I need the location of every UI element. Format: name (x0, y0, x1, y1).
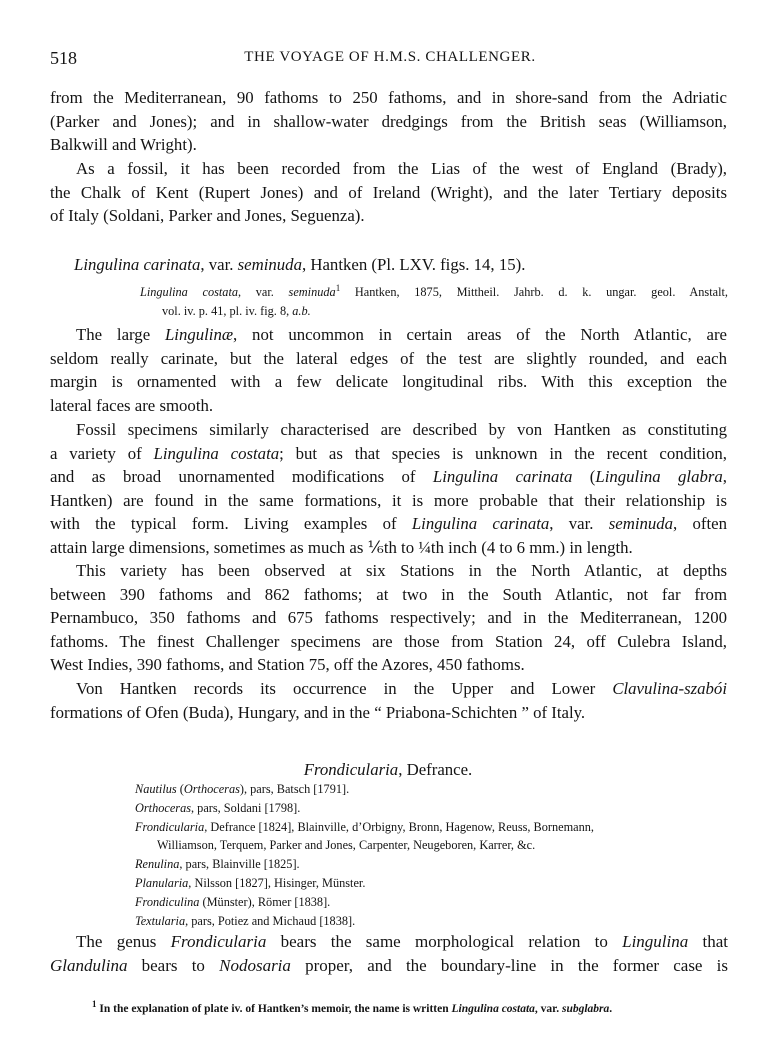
paragraph-stations (50, 559, 727, 677)
paragraph-fossil-specimens (50, 418, 727, 560)
text-line: fathoms. The finest Challenger specimens are those from Station 24, off Culebra Island, (50, 631, 727, 651)
synonymy-line: Orthoceras, pars, Soldani [1798]. (135, 800, 301, 815)
synonym-name: Lingulina costata (140, 285, 239, 299)
text-line: margin is ornamented with a few delicate longitudinal ribs. With this exception the (50, 372, 727, 392)
text-line: The genus Frondicularia bears the same morphological relation to Lingulina that (76, 932, 728, 951)
synonym-figure-ref: a.b. (292, 304, 311, 318)
heading-rest: , Hantken (Pl. LXV. figs. 14, 15). (301, 255, 526, 274)
species-heading (74, 255, 525, 275)
synonymy-line (140, 302, 728, 321)
paragraph-distribution (50, 86, 727, 157)
synonymy-line: Frondicularia, Defrance [1824], Blainville, d’Orbigny, Bronn, Hagenow, Reuss, Bornemann, (135, 819, 594, 834)
text-line: This variety has been observed at six Stations in the North Atlantic, at depths (76, 561, 727, 580)
synonym-citation-cont: vol. iv. p. 41, pl. iv. fig. 8, (162, 304, 293, 318)
text-line: of Italy (Soldani, Parker and Jones, Seguenza). (50, 206, 365, 226)
text-line: attain large dimensions, sometimes as much as ⅙th to ¼th inch (4 to 6 mm.) in length. (50, 537, 633, 557)
text-line: As a fossil, it has been recorded from the Lias of the west of England (Brady), (76, 159, 727, 178)
footnote: $^1$ In the explanation of plate iv. of Hantken’s memoir, the name is written Lingulina costata, var. subglabra. (92, 999, 613, 1015)
text-line: Glandulina bears to Nodosaria proper, and the boundary-line in the former case is (50, 955, 729, 975)
species-synonymy (140, 283, 728, 321)
genus-author: , Defrance. (398, 760, 473, 779)
synonymy-line: Renulina, pars, Blainville [1825]. (135, 857, 300, 872)
text-line: Fossil specimens similarly characterised are described by von Hantken as constituting (76, 420, 727, 439)
paragraph-fossil-record (50, 157, 727, 228)
text-line: from the Mediterranean, 90 fathoms to 250 fathoms, and in shore-sand from the Adriatic (50, 88, 727, 107)
synonymy-line: Textularia, pars, Potiez and Michaud [1838]. (135, 913, 356, 928)
synonymy-line: Williamson, Terquem, Parker and Jones, Carpenter, Neugeboren, Karrer, &c. (157, 838, 536, 853)
text-line: with the typical form. Living examples of Lingulina carinata, var. seminuda, often (50, 514, 727, 534)
synonym-var-prefix: , var. (238, 285, 289, 299)
footnote-mark: 1 (92, 999, 97, 1010)
footnote-reference: 1 (335, 282, 341, 293)
paragraph-description (50, 323, 727, 417)
text-line: and as broad unornamented modifications of Lingulina carinata (Lingulina glabra, (50, 467, 727, 487)
text-line: Balkwill and Wright). (50, 135, 197, 155)
text-line: formations of Ofen (Buda), Hungary, and in the “ Priabona-Schichten ” of Italy. (50, 702, 586, 722)
fraction: ¼ (418, 537, 431, 557)
text-line: the Chalk of Kent (Rupert Jones) and of Ireland (Wright), and the later Tertiary deposits (50, 182, 727, 202)
text-line: a variety of Lingulina costata; but as that species is unknown in the recent condition, (50, 443, 727, 463)
page-header (50, 48, 730, 72)
text-line: West Indies, 390 fathoms, and Station 75, off the Azores, 450 fathoms. (50, 655, 525, 675)
variety-name: seminuda (237, 255, 302, 274)
synonym-citation: Hantken, 1875, Mittheil. Jahrb. d. k. ungar. geol. Anstalt, (340, 285, 728, 299)
text-line: between 390 fathoms and 862 fathoms; at two in the South Atlantic, not far from (50, 584, 727, 604)
text-line: (Parker and Jones); and in shallow-water dredgings from the British seas (Williamson, (50, 111, 727, 131)
text-line: lateral faces are smooth. (50, 395, 214, 415)
genus-name: Frondicularia (303, 760, 399, 779)
text-line: The large Lingulinæ, not uncommon in certain areas of the North Atlantic, are (76, 325, 727, 344)
genus-heading (0, 760, 776, 780)
text-line: Hantken) are found in the same formations, it is more probable that their relationship is (50, 490, 727, 510)
synonymy-line: Nautilus (Orthoceras), pars, Batsch [1791]. (135, 782, 350, 796)
synonymy-line: Planularia, Nilsson [1827], Hisinger, Münster. (135, 875, 366, 890)
paragraph-hantken (50, 677, 727, 724)
synonymy-line: Frondiculina (Münster), Römer [1838]. (135, 894, 331, 909)
page-number: 518 (50, 48, 77, 68)
fraction: ⅙ (367, 537, 384, 557)
text-line: Von Hantken records its occurrence in the Upper and Lower Clavulina-szabói (76, 679, 727, 698)
text-line: Pernambuco, 350 fathoms and 675 fathoms respectively; and in the Mediterranean, 1200 (50, 608, 727, 628)
genus-synonymy (135, 780, 728, 930)
var-prefix: , var. (200, 255, 238, 274)
synonymy-line (140, 283, 728, 302)
text-line: seldom really carinate, but the lateral edges of the test are slightly rounded, and each (50, 348, 727, 368)
running-title: THE VOYAGE OF H.M.S. CHALLENGER. (244, 49, 536, 65)
synonym-var-name: seminuda (288, 285, 336, 299)
species-name: Lingulina carinata (74, 255, 201, 274)
paragraph-genus (50, 930, 728, 977)
